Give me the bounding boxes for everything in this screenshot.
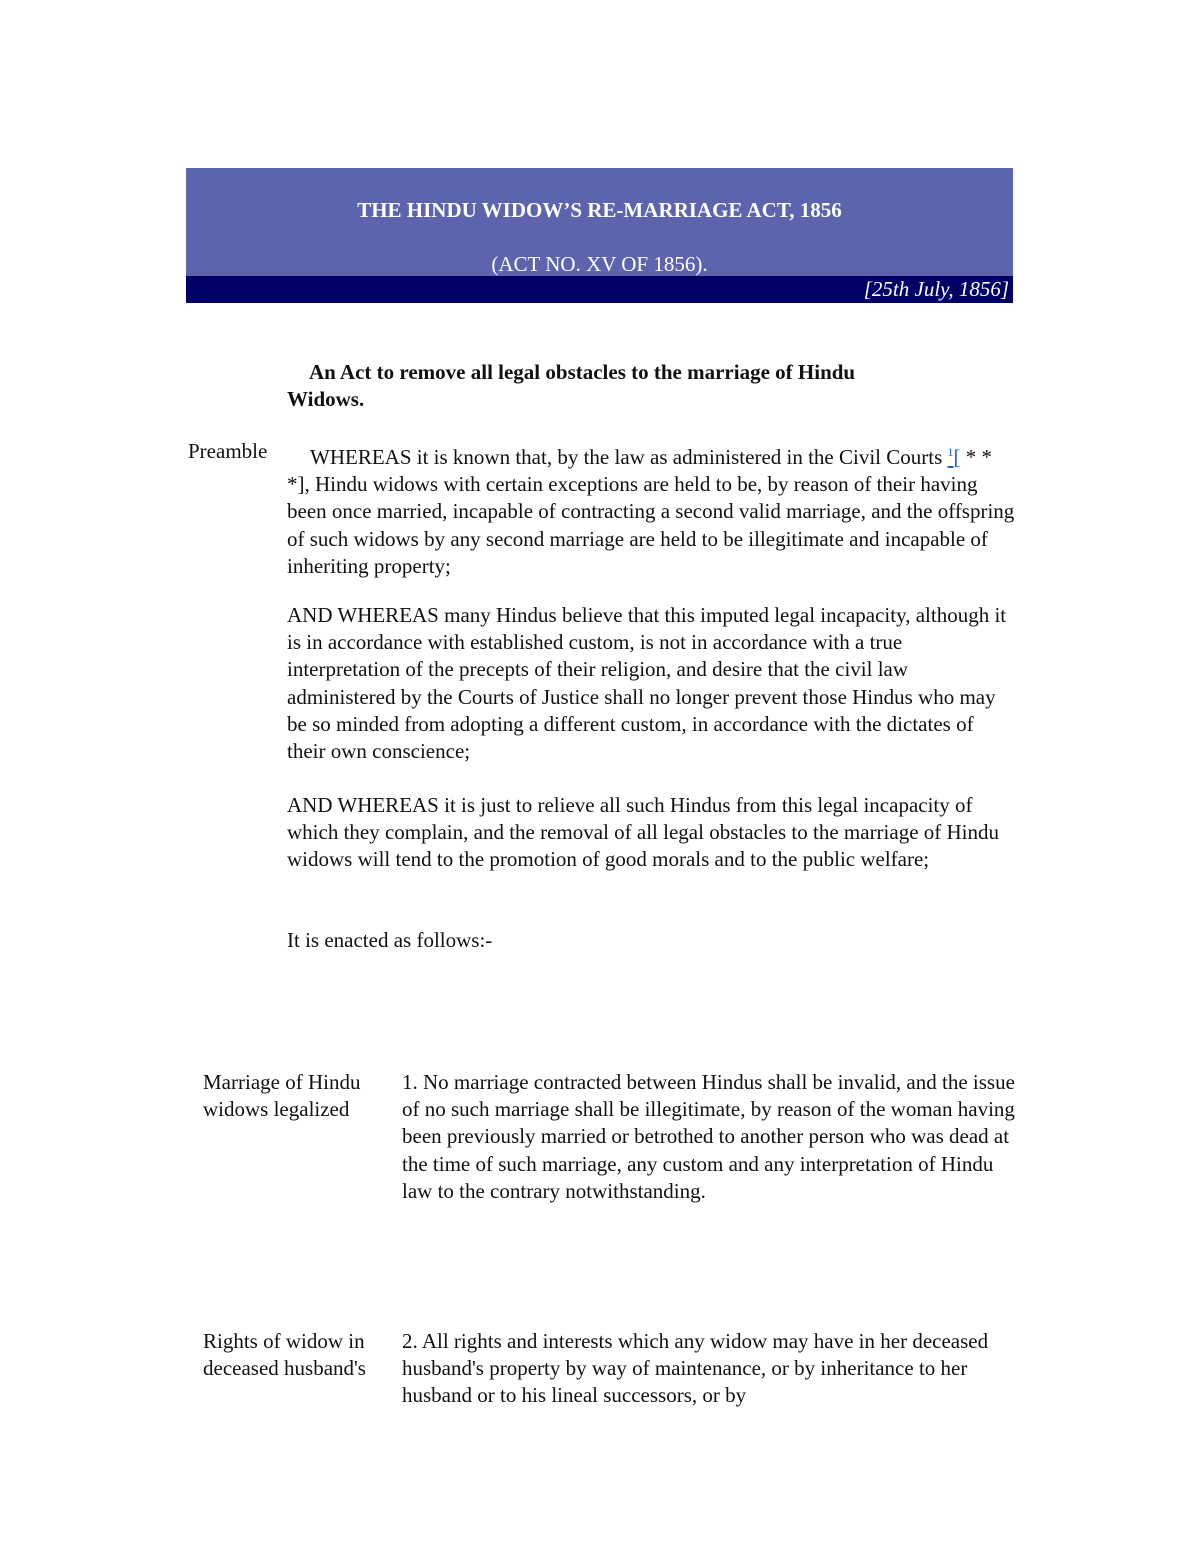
preamble-paragraph-2: AND WHEREAS many Hindus believe that this imputed legal incapacity, although it is in accordance with established custom, is not in accordance with a true interpretation of the precepts of their religion, and desire that the civil law administered by the Courts of Justice shall no longer prevent those Hindus who may be so minded from adopting a different custom, in accordance with the dictates of their own conscience; bbox=[287, 603, 1007, 764]
preamble-marginal-note: Preamble bbox=[188, 439, 268, 463]
act-number: (ACT NO. XV OF 1856). bbox=[491, 252, 708, 276]
preamble-text-end: * * *], Hindu widows with certain exceptions are held to be, by reason of their having been once married, incapable of contracting a second valid marriage, and the offspring of such widows by any second marriage are held to be illegitimate and incapable of inheriting property; bbox=[287, 445, 1015, 578]
footnote-bracket: [ bbox=[953, 445, 961, 469]
section-2-marginal-note: Rights of widow in deceased husband's bbox=[203, 1329, 366, 1381]
section-2-text: 2. All rights and interests which any widow may have in her deceased husband's property by way of maintenance, or by inheritance to her husband or to his lineal successors, or by bbox=[402, 1329, 989, 1408]
footnote-link[interactable] bbox=[948, 445, 961, 469]
section-1-text: 1. No marriage contracted between Hindus shall be invalid, and the issue of no such marriage shall be illegitimate, by reason of the woman having been previously married or betrothed to another person who was dead at the time of such marriage, any custom and any interpretation of Hindu law to the contrary notwithstanding. bbox=[402, 1070, 1015, 1203]
preamble-text-start: WHEREAS it is known that, by the law as administered in the Civil Courts bbox=[310, 445, 948, 469]
act-title: THE HINDU WIDOW’S RE-MARRIAGE ACT, 1856 bbox=[357, 198, 842, 222]
title-banner bbox=[186, 168, 1013, 276]
enacting-clause: It is enacted as follows:- bbox=[287, 928, 493, 952]
date-bar bbox=[186, 276, 1013, 303]
preamble-paragraph-3: AND WHEREAS it is just to relieve all such Hindus from this legal incapacity of which they complain, and the removal of all legal obstacles to the marriage of Hindu widows will tend to the promotion of good morals and to the public welfare; bbox=[287, 793, 1000, 872]
long-title: An Act to remove all legal obstacles to the marriage of Hindu Widows. bbox=[287, 360, 856, 411]
act-date: [25th July, 1856] bbox=[863, 277, 1009, 301]
footnote-number: 1 bbox=[947, 445, 954, 459]
preamble-paragraph-1 bbox=[287, 439, 1017, 580]
section-1-marginal-note: Marriage of Hindu widows legalized bbox=[203, 1070, 361, 1122]
